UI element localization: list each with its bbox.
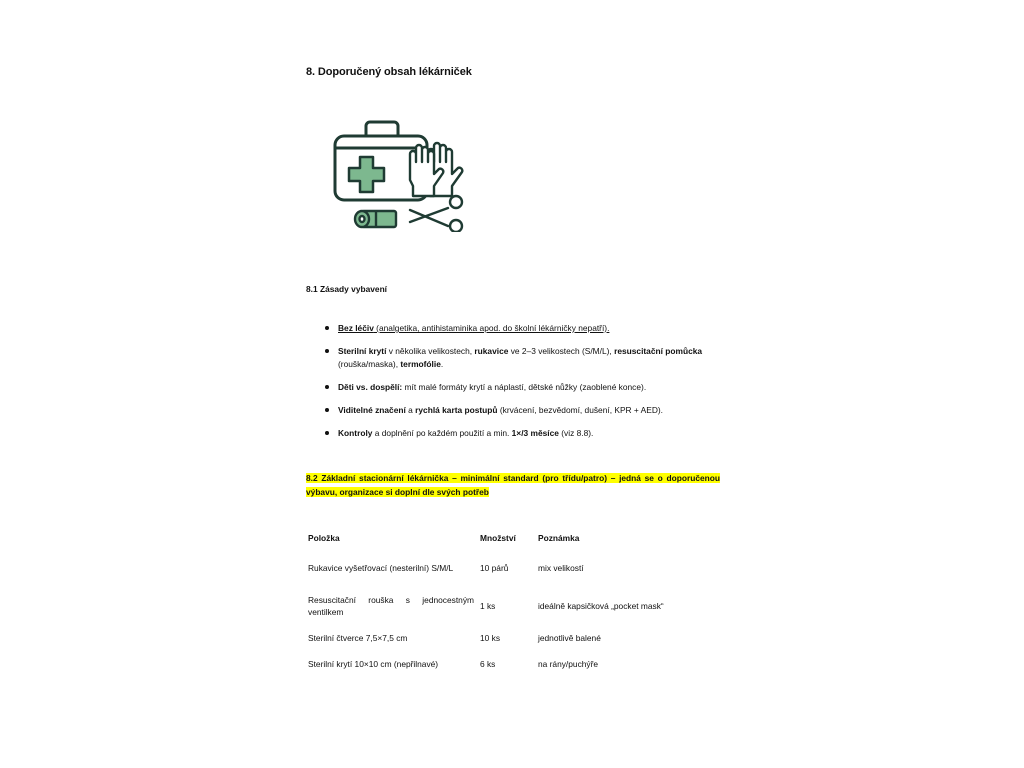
list-item: Děti vs. dospělí: mít malé formáty krytí a náplastí, dětské nůžky (zaoblené konce). <box>306 381 720 394</box>
cell-quantity: 6 ks <box>480 658 496 669</box>
table-header-row <box>306 527 720 549</box>
rules-list <box>306 322 720 450</box>
cell-quantity: 10 párů <box>480 562 509 573</box>
cell-note: mix velikostí <box>538 562 584 573</box>
cell-quantity: 10 ks <box>480 632 501 643</box>
table-row <box>306 625 720 651</box>
subsection-title-8-1: 8.1 Zásady vybavení <box>306 284 388 294</box>
cell-note: na rány/puchýře <box>538 658 599 669</box>
list-item: Viditelné značení a rychlá karta postupů (krvácení, bezvědomí, dušení, KPR + AED). <box>306 404 720 417</box>
section-heading: 8. Doporučený obsah lékárniček <box>306 66 472 78</box>
column-header-quantity: Množství <box>480 533 516 543</box>
cell-item: Rukavice vyšetřovací (nesterilní) S/M/L <box>308 562 454 573</box>
cell-note: ideálně kapsičková „pocket mask“ <box>538 600 664 611</box>
list-item: Kontroly a doplnění po každém použití a min. 1×/3 měsíce (viz 8.8). <box>306 427 720 440</box>
document-page <box>306 0 720 768</box>
list-item: Bez léčiv (analgetika, antihistaminika apod. do školní lékárničky nepatří). <box>306 322 720 335</box>
cell-item: Sterilní čtverce 7,5×7,5 cm <box>308 632 408 643</box>
cell-quantity: 1 ks <box>480 600 496 611</box>
cell-item: Resuscitační rouška s jednocestným ventilkem <box>308 594 474 617</box>
items-table <box>306 527 720 677</box>
column-header-item: Položka <box>308 533 340 543</box>
list-item: Sterilní krytí v několika velikostech, rukavice ve 2–3 velikostech (S/M/L), resuscitační pomůcka (rouška/maska), termofólie. <box>306 345 720 370</box>
cell-item: Sterilní krytí 10×10 cm (nepřilnavé) <box>308 658 439 669</box>
table-row <box>306 549 720 587</box>
column-header-note: Poznámka <box>538 533 580 543</box>
first-aid-kit-icon <box>332 118 464 232</box>
cell-note: jednotlivě balené <box>538 632 601 643</box>
subsection-title-8-2 <box>306 471 720 499</box>
highlighted-title: 8.2 Základní stacionární lékárnička – minimální standard (pro třídu/patro) – jedná se o doporučenou výbavu, organizace si doplní dle svých potřeb <box>306 473 720 497</box>
table-row <box>306 587 720 625</box>
table-row <box>306 651 720 677</box>
